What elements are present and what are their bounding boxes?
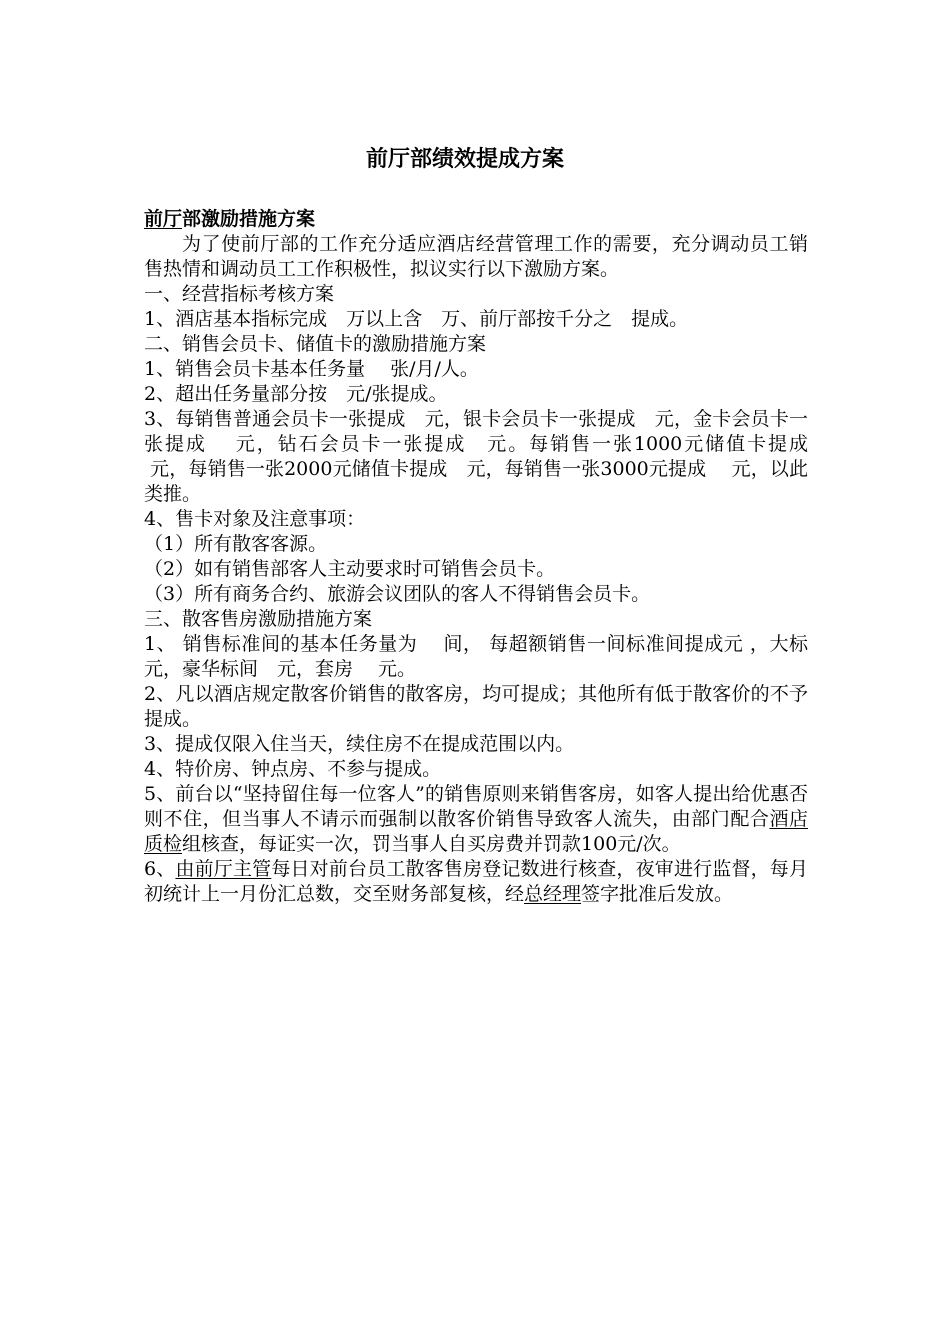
- item5-text-before: 5、前台以“坚持留住每一位客人”的销售原则来销售客房，如客人提出给优惠否则不住，但当事人不请示而强制以散客价销售导致客人流失，由部门配合: [144, 783, 808, 830]
- part3-item-6: [144, 857, 808, 907]
- part2-item-4: 4、售卡对象及注意事项：: [144, 508, 366, 530]
- item6-text-middle: 每日对前台员工散客售房登记数进行核查，夜审进行监督，每月初统计上一月份汇总数，交至财务部复核，经: [144, 858, 808, 905]
- intro-paragraph: 为了使前厅部的工作充分适应酒店经营管理工作的需要，充分调动员工销售热情和调动员工工作积极性，拟议实行以下激励方案。: [144, 233, 808, 280]
- item6-prefix: 6、: [144, 858, 176, 880]
- part3-item-4: 4、特价房、钟点房、不参与提成。: [144, 758, 442, 780]
- document-title: 前厅部绩效提成方案: [365, 146, 564, 172]
- front-office-supervisor-link[interactable]: 由前厅主管: [175, 858, 272, 880]
- heading-rest: 部激励措施方案: [182, 208, 316, 230]
- part3-heading: 三、散客售房激励措施方案: [144, 608, 373, 630]
- part2-sub-item-2: （2）如有销售部客人主动要求时可销售会员卡。: [144, 558, 556, 580]
- document-body: [144, 207, 828, 907]
- part3-item-2: 2、凡以酒店规定散客价销售的散客房，均可提成；其他所有低于散客价的不予提成。: [144, 683, 808, 730]
- part3-item-1: 1、 销售标准间的基本任务量为 间， 每超额销售一间标准间提成元 ，大标 元，豪华标间 元，套房 元。: [144, 633, 828, 680]
- general-manager-link[interactable]: 总经理: [524, 883, 582, 905]
- part2-sub-item-3: （3）所有商务合约、旅游会议团队的客人不得销售会员卡。: [144, 583, 651, 605]
- part1-heading: 一、经营指标考核方案: [144, 283, 335, 305]
- part2-item-3: 3、每销售普通会员卡一张提成 元，银卡会员卡一张提成 元，金卡会员卡一张提成 元，钻石会员卡一张提成 元。每销售一张1000元储值卡提成 元，每销售一张2000元储值卡提成 元，每销售一张3000元提成 元，以此类推。: [144, 408, 828, 505]
- section-heading: [144, 207, 808, 232]
- part2-item-1: 1、销售会员卡基本任务量 张/月/人。: [144, 358, 479, 380]
- item5-text-after: 组核查，每证实一次，罚当事人自买房费并罚款100元/次。: [182, 833, 681, 855]
- heading-underlined-term: 前厅: [144, 208, 183, 230]
- part2-heading: 二、销售会员卡、储值卡的激励措施方案: [144, 333, 487, 355]
- part3-item-3: 3、提成仅限入住当天，续住房不在提成范围以内。: [144, 733, 575, 755]
- part1-item-1: 1、酒店基本指标完成 万以上含 万、前厅部按千分之 提成。: [144, 308, 689, 330]
- hotel-qc-link[interactable]: 酒店质检: [144, 808, 808, 855]
- item6-text-after: 签字批准后发放。: [581, 883, 734, 905]
- part2-sub-item-1: （1）所有散客客源。: [144, 533, 328, 555]
- part3-item-5: [144, 782, 808, 857]
- part2-item-2: 2、超出任务量部分按 元/张提成。: [144, 383, 448, 405]
